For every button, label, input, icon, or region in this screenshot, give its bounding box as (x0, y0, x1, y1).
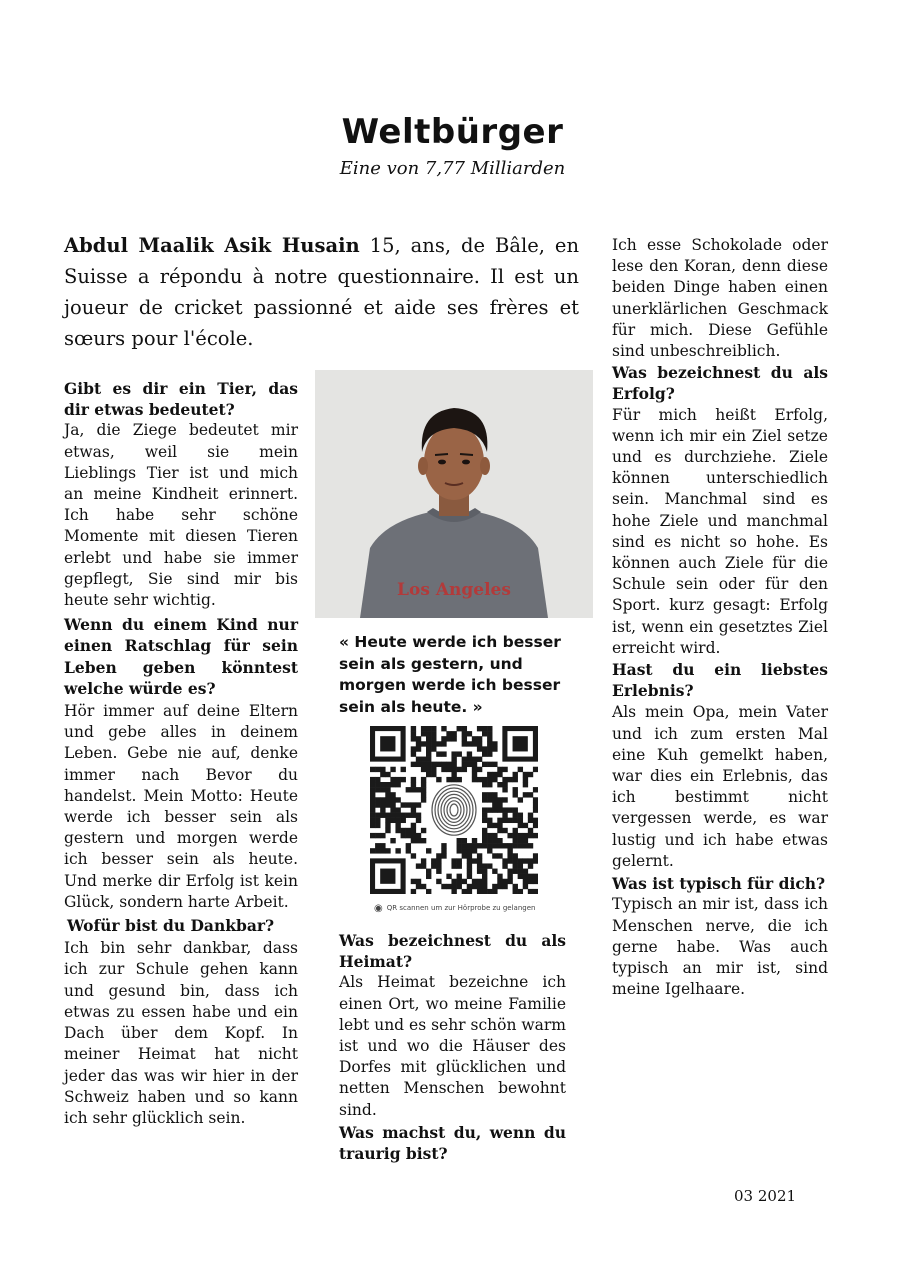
qr-code-graphic (370, 726, 538, 894)
question-advice: Wenn du einem Kind nur einen Ratschlag für sein Leben geben könntest welche würde es? (64, 615, 298, 698)
intro-name: Abdul Maalik Asik Husain (64, 234, 360, 257)
answer-grateful: Ich bin sehr dankbar, dass ich zur Schule gehen kann und gesund bin, dass ich etwas zu essen habe und ein Dach über dem Kopf. In meiner Heimat hat nicht jeder das was wir hier in der Schweiz haben und so kann ich sehr glücklich sein. (64, 939, 298, 1127)
answer-advice: Hör immer auf deine Eltern und gebe alles in deinem Leben. Gebe nie auf, denke immer nach Bevor du handelst. Mein Motto: Heute werde ich besser sein als gestern und morgen werde ich besser sein als heute. Und merke dir Erfolg ist kein Glück, sondern harte Arbeit. (64, 702, 298, 911)
question-home: Was bezeichnest du als Heimat? (339, 931, 566, 972)
portrait-photo (315, 370, 593, 618)
page-subtitle: Eine von 7,77 Milliarden (339, 158, 566, 179)
answer-experience: Als mein Opa, mein Vater und ich zum ersten Mal eine Kuh gemelkt haben, war dies ein Erlebnis, das ich bestimmt nicht vergessen werde, es war lustig und ich habe etwas gelernt. (612, 703, 828, 870)
answer-home: Als Heimat bezeichne ich einen Ort, wo meine Familie lebt und es sehr schön warm ist und wo die Häuser des Dorfes mit glücklichen und netten Menschen bewohnt sind. (339, 973, 566, 1119)
qr-caption (374, 900, 544, 916)
qr-caption-text: QR scannen um zur Hörprobe zu gelangen (386, 904, 536, 912)
question-typical: Was ist typisch für dich? (612, 874, 826, 894)
intro-paragraph (64, 230, 579, 354)
answer-success: Für mich heißt Erfolg, wenn ich mir ein Ziel setze und es durchziehe. Ziele können unterschiedlich sein. Manchmal sind es hohe Ziele und manchmal sind es nicht so hohe. Es können auch Ziele für die Schule sein oder für den Sport. kurz gesagt: Erfolg ist, wenn ein gesetztes Ziel erreicht wird. (612, 405, 828, 657)
middle-column-text (339, 930, 566, 1164)
qr-code[interactable] (370, 726, 538, 894)
question-success: Was bezeichnest du als Erfolg? (612, 363, 828, 404)
answer-animal: Ja, die Ziege bedeutet mir etwas, weil sie mein Lieblings Tier ist und mich an meine Kindheit erinnert. Ich habe sehr schöne Momente mit diesen Tieren erlebt und habe sie immer gepflegt, Sie sind mir bis heute sehr wichtig. (64, 421, 298, 610)
fingerprint-icon: ◉ (374, 902, 383, 914)
right-column (612, 235, 828, 1000)
question-grateful: Wofür bist du Dankbar? (67, 916, 275, 936)
question-animal: Gibt es dir ein Tier, das dir etwas bedeutet? (64, 379, 298, 420)
answer-typical: Typisch an mir ist, dass ich Menschen nerve, die ich gerne habe. Was auch typisch an mir ist, sind meine Igelhaare. (612, 895, 828, 999)
question-experience: Hast du ein liebstes Erlebnis? (612, 660, 828, 701)
question-sad: Was machst du, wenn du traurig bist? (339, 1122, 566, 1164)
page-title: Weltbürger (341, 112, 564, 152)
portrait-illustration (315, 370, 593, 618)
issue-date: 03 2021 (734, 1187, 797, 1205)
answer-sad: Ich esse Schokolade oder lese den Koran, denn diese beiden Dinge haben einen unerklärlichen Geschmack für mich. Diese Gefühle sind unbeschreiblich. (612, 236, 828, 361)
shirt-print: Los Angeles (397, 580, 511, 600)
pull-quote: « Heute werde ich besser sein als gestern, und morgen werde ich besser sein als heute. » (339, 633, 561, 716)
intro-text: 15, ans, de Bâle, en Suisse a répondu à notre questionnaire. Il est un joueur de cricket passionné et aide ses frères et sœurs pour l'école. (64, 234, 580, 350)
left-column (64, 378, 298, 1129)
